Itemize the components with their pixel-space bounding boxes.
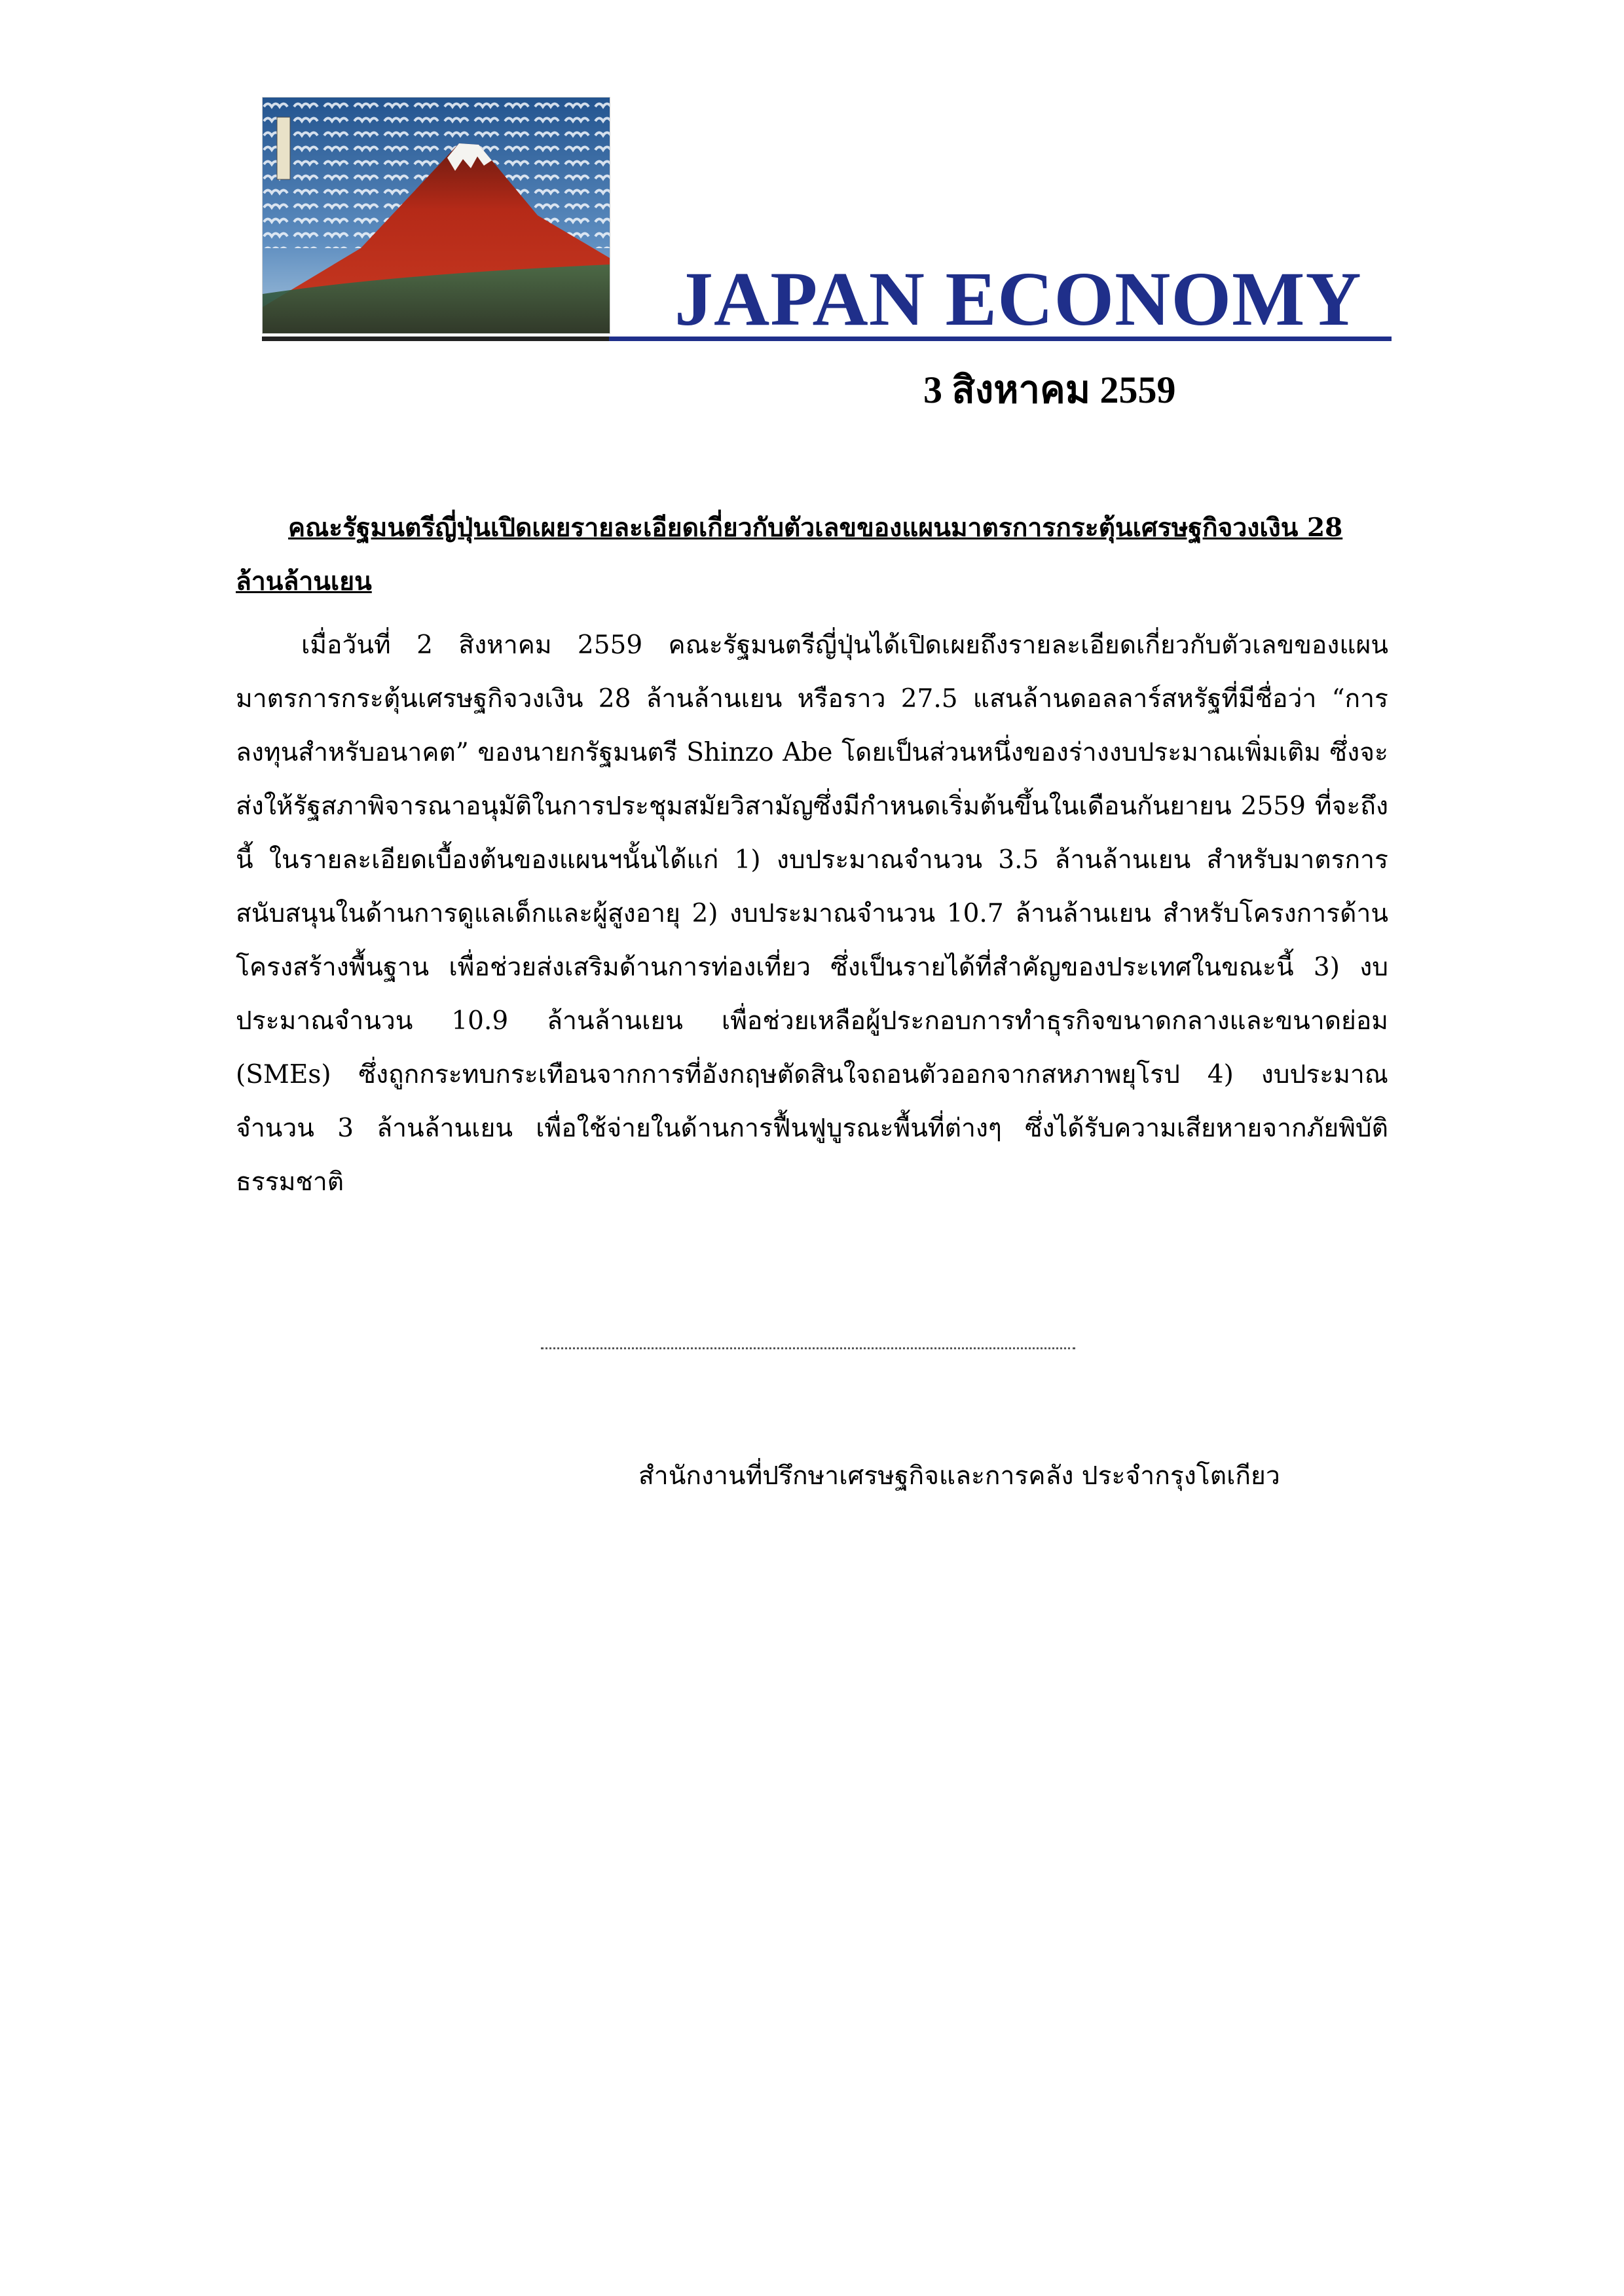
- office-signature: สำนักงานที่ปรึกษาเศรษฐกิจและการคลัง ประจำกรุงโตเกียว: [638, 1461, 1280, 1491]
- red-fuji-print: [263, 98, 610, 333]
- issue-date: 3 สิงหาคม 2559: [923, 369, 1176, 411]
- section-divider: [541, 1347, 1075, 1349]
- header-rule-left: [262, 337, 609, 341]
- article-headline: คณะรัฐมนตรีญี่ปุ่นเปิดเผยรายละเอียดเกี่ยวกับตัวเลขของแผนมาตรการกระตุ้นเศรษฐกิจวงเงิน 28 ล้านล้านเยน: [236, 513, 1343, 596]
- newsletter-title: JAPAN ECONOMY: [674, 256, 1362, 342]
- article-body: เมื่อวันที่ 2 สิงหาคม 2559 คณะรัฐมนตรีญี่ปุ่นได้เปิดเผยถึงรายละเอียดเกี่ยวกับตัวเลขของแผนมาตรการกระตุ้นเศรษฐกิจวงเงิน 28 ล้านล้านเยน หรือราว 27.5 แสนล้านดอลลาร์สหรัฐที่มีชื่อว่า “การลงทุนสำหรับอนาคต” ของนายกรัฐมนตรี Shinzo Abe โดยเป็นส่วนหนึ่งของร่างงบประมาณเพิ่มเติม ซึ่งจะส่งให้รัฐสภาพิจารณาอนุมัติในการประชุมสมัยวิสามัญซึ่งมีกำหนดเริ่มต้นขึ้นในเดือนกันยายน 2559 ที่จะถึงนี้ ในรายละเอียดเบื้องต้นของแผนฯนั้นได้แก่ 1) งบประมาณจำนวน 3.5 ล้านล้านเยน สำหรับมาตรการสนับสนุนในด้านการดูแลเด็กและผู้สูงอายุ 2) งบประมาณจำนวน 10.7 ล้านล้านเยน สำหรับโครงการด้านโครงสร้างพื้นฐาน เพื่อช่วยส่งเสริมด้านการท่องเที่ยว ซึ่งเป็นรายได้ที่สำคัญของประเทศในขณะนี้ 3) งบประมาณจำนวน 10.9 ล้านล้านเยน เพื่อช่วยเหลือผู้ประกอบการทำธุรกิจขนาดกลางและขนาดย่อม (SMEs) ซึ่งถูกกระทบกระเทือนจากการที่อังกฤษตัดสินใจถอนตัวออกจากสหภาพยุโรป 4) งบประมาณจำนวน 3 ล้านล้านเยน เพื่อใช้จ่ายในด้านการฟื้นฟูบูรณะพื้นที่ต่างๆ ซึ่งได้รับความเสียหายจากภัยพิบัติธรรมชาติ: [236, 630, 1388, 1197]
- mount-fuji-image: [262, 97, 610, 334]
